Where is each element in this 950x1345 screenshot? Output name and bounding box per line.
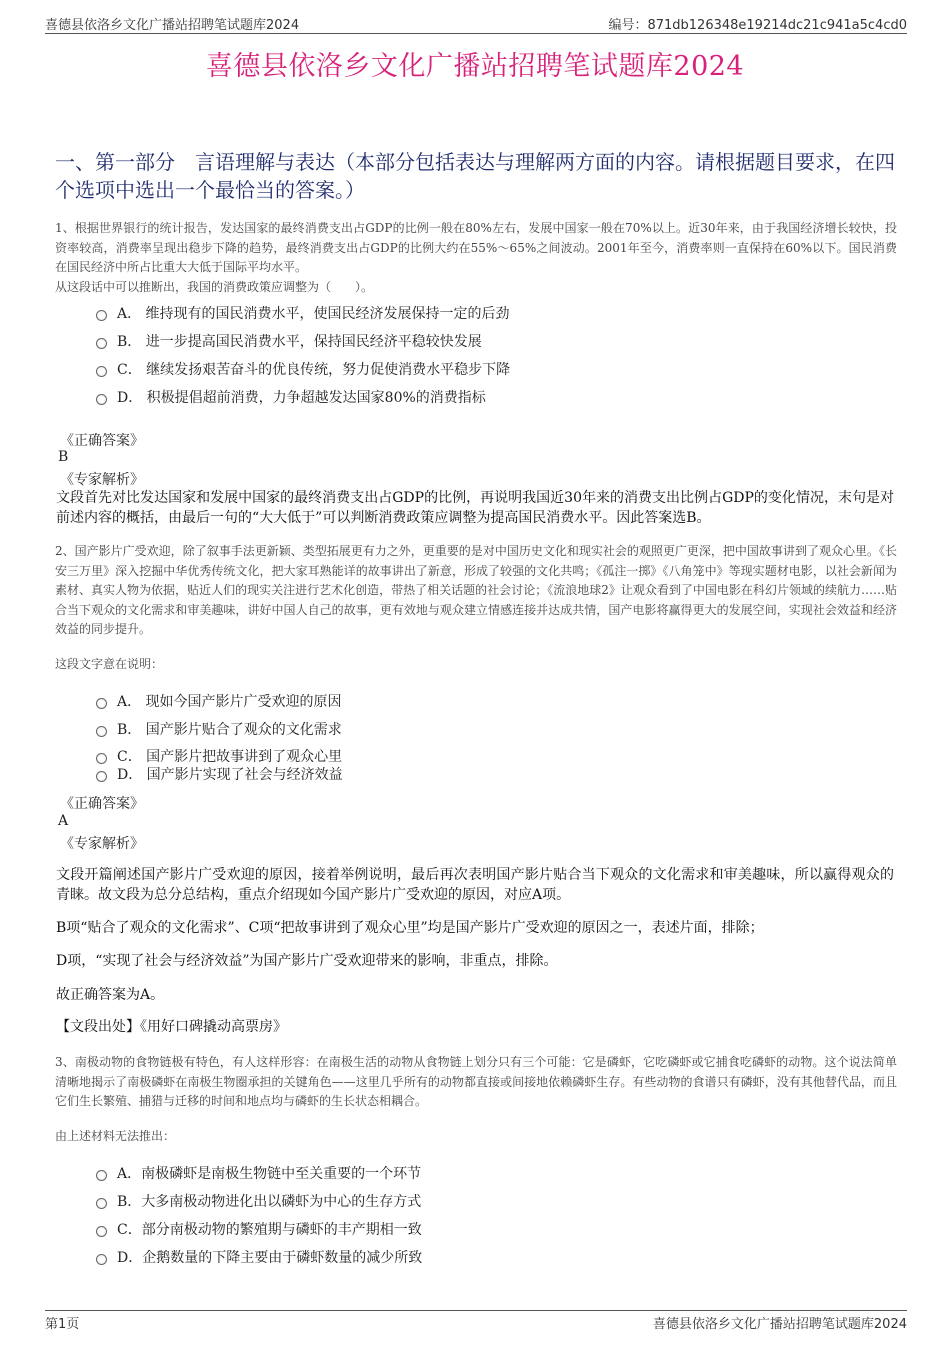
header-divider — [45, 33, 907, 34]
option-label: C． 国产影片把故事讲到了观众心里 — [117, 749, 343, 765]
q1-answer: B — [58, 449, 69, 465]
radio-icon[interactable] — [96, 366, 107, 377]
q1-analysis: 文段首先对比发达国家和发展中国家的最终消费支出占GDP的比例，再说明我国近30年来的消费支出比例占GDP的变化情况，末句是对前述内容的概括，由最后一句的“大大低于”可以判断消费政策应调整为提高国民消费水平。因此答案选B。 — [56, 490, 894, 526]
q1-analysis-label: 《专家解析》 — [60, 472, 144, 488]
section-heading: 一、第一部分 言语理解与表达（本部分包括表达与理解两方面的内容。请根据题目要求，在四个选项中选出一个最恰当的答案。） — [55, 150, 895, 202]
q2-analysis-p4: 故正确答案为A。 — [56, 987, 165, 1003]
option-label: A．南极磷虾是南极生物链中至关重要的一个环节 — [117, 1166, 422, 1182]
q2-analysis-p2: B项“贴合了观众的文化需求”、C项“把故事讲到了观众心里”均是国产影片广受欢迎的原因之一，表述片面，排除； — [56, 920, 764, 936]
q1-ask: 从这段话中可以推断出，我国的消费政策应调整为（ ）。 — [55, 280, 374, 294]
q2-analysis-p3: D项，“实现了社会与经济效益”为国产影片广受欢迎带来的影响，非重点，排除。 — [56, 953, 558, 969]
q1-stem: 1、根据世界银行的统计报告，发达国家的最终消费支出占GDP的比例一般在80%左右，发展中国家一般在70%以上。近30年来，由于我国经济增长较快，投资率较高，消费率呈现出稳步下降的趋势，最终消费支出占GDP的比例大约在55%～65%之间波动。2001年至今，消费率则一直保持在60%以下。国民消费在国民经济中所占比重大大低于国际平均水平。 — [55, 221, 897, 274]
q2-option-b[interactable] — [96, 719, 342, 739]
q2-ask: 这段文字意在说明： — [55, 657, 164, 671]
option-label: D． 国产影片实现了社会与经济效益 — [117, 767, 343, 783]
q2-option-c[interactable] — [96, 746, 342, 766]
header-code-label: 编号： — [608, 18, 648, 33]
option-label: A． 维持现有的国民消费水平，使国民经济发展保持一定的后劲 — [117, 306, 510, 322]
q1-option-c[interactable] — [96, 359, 510, 379]
option-label: D． 积极提倡超前消费，力争超越发达国家80%的消费指标 — [117, 390, 486, 406]
option-label: B． 进一步提高国民消费水平，保持国民经济平稳较快发展 — [117, 334, 482, 350]
option-label: C． 继续发扬艰苦奋斗的优良传统，努力促使消费水平稳步下降 — [117, 362, 511, 378]
radio-icon[interactable] — [96, 1198, 107, 1209]
radio-icon[interactable] — [96, 1170, 107, 1181]
option-label: A． 现如今国产影片广受欢迎的原因 — [117, 694, 342, 710]
header-doc-code — [608, 14, 907, 33]
q3-option-b[interactable] — [96, 1191, 421, 1211]
option-label: B． 国产影片贴合了观众的文化需求 — [117, 722, 342, 738]
header-doc-title: 喜德县依洛乡文化广播站招聘笔试题库2024 — [45, 18, 300, 33]
q1-option-d[interactable] — [96, 387, 486, 407]
q3-option-d[interactable] — [96, 1247, 422, 1267]
footer-doc-title: 喜德县依洛乡文化广播站招聘笔试题库2024 — [652, 1317, 907, 1332]
footer-page-number: 第1页 — [45, 1317, 80, 1332]
q3-ask: 由上述材料无法推出： — [55, 1129, 176, 1143]
q1-answer-label: 《正确答案》 — [60, 433, 144, 449]
q2-analysis-p1: 文段开篇阐述国产影片广受欢迎的原因，接着举例说明，最后再次表明国产影片贴合当下观众的文化需求和审美趣味，所以赢得观众的青睐。故文段为总分总结构，重点介绍现如今国产影片广受欢迎的原因，对应A项。 — [56, 867, 894, 903]
q1-option-a[interactable] — [96, 303, 510, 323]
header-code-value: 871db126348e19214dc21c941a5c4cd0 — [647, 18, 907, 33]
q2-source: 【文段出处】《用好口碑撬动高票房》 — [56, 1019, 287, 1035]
q2-option-a[interactable] — [96, 691, 342, 711]
radio-icon[interactable] — [96, 1226, 107, 1237]
radio-icon[interactable] — [96, 698, 107, 709]
option-label: C．部分南极动物的繁殖期与磷虾的丰产期相一致 — [117, 1222, 422, 1238]
q2-answer-label: 《正确答案》 — [60, 796, 144, 812]
q2-analysis-label: 《专家解析》 — [60, 836, 144, 852]
q2-answer: A — [58, 813, 69, 829]
option-label: D．企鹅数量的下降主要由于磷虾数量的减少所致 — [117, 1250, 423, 1266]
q3-stem: 3、南极动物的食物链极有特色，有人这样形容：在南极生活的动物从食物链上划分只有三个可能：它是磷虾，它吃磷虾或它捕食吃磷虾的动物。这个说法简单清晰地揭示了南极磷虾在南极生物圈承担的关键角色——这里几乎所有的动物都直接或间接地依赖磷虾生存。有些动物的食谱只有磷虾，没有其他替代品，而且它们生长繁殖、捕猎与迁移的时间和地点均与磷虾的生长状态相耦合。 — [55, 1055, 897, 1108]
q3-option-c[interactable] — [96, 1219, 422, 1239]
radio-icon[interactable] — [96, 1254, 107, 1265]
q1-option-b[interactable] — [96, 331, 482, 351]
radio-icon[interactable] — [96, 726, 107, 737]
radio-icon[interactable] — [96, 338, 107, 349]
q3-option-a[interactable] — [96, 1163, 421, 1183]
radio-icon[interactable] — [96, 310, 107, 321]
footer-divider — [45, 1310, 907, 1311]
page-title: 喜德县依洛乡文化广播站招聘笔试题库2024 — [205, 51, 745, 82]
q2-stem: 2、国产影片广受欢迎，除了叙事手法更新颖、类型拓展更有力之外，更重要的是对中国历史文化和现实社会的观照更广更深，把中国故事讲到了观众心里。《长安三万里》深入挖掘中华优秀传统文化，把大家耳熟能详的故事讲出了新意，形成了较强的文化共鸣；《孤注一掷》《八角笼中》等现实题材电影，以社会新闻为素材、真实人物为依据，贴近人们的现实关注进行艺术化创造，带热了相关话题的社会讨论；《流浪地球2》让观众看到了中国电影在科幻片领域的续航力……贴合当下观众的文化需求和审美趣味，讲好中国人自己的故事，更有效地与观众建立情感连接并达成共情，国产电影将赢得更大的发展空间，实现社会效益和经济效益的同步提升。 — [55, 544, 897, 636]
radio-icon[interactable] — [96, 753, 107, 764]
radio-icon[interactable] — [96, 771, 107, 782]
option-label: B．大多南极动物进化出以磷虾为中心的生存方式 — [117, 1194, 422, 1210]
radio-icon[interactable] — [96, 394, 107, 405]
q2-option-d[interactable] — [96, 764, 343, 784]
